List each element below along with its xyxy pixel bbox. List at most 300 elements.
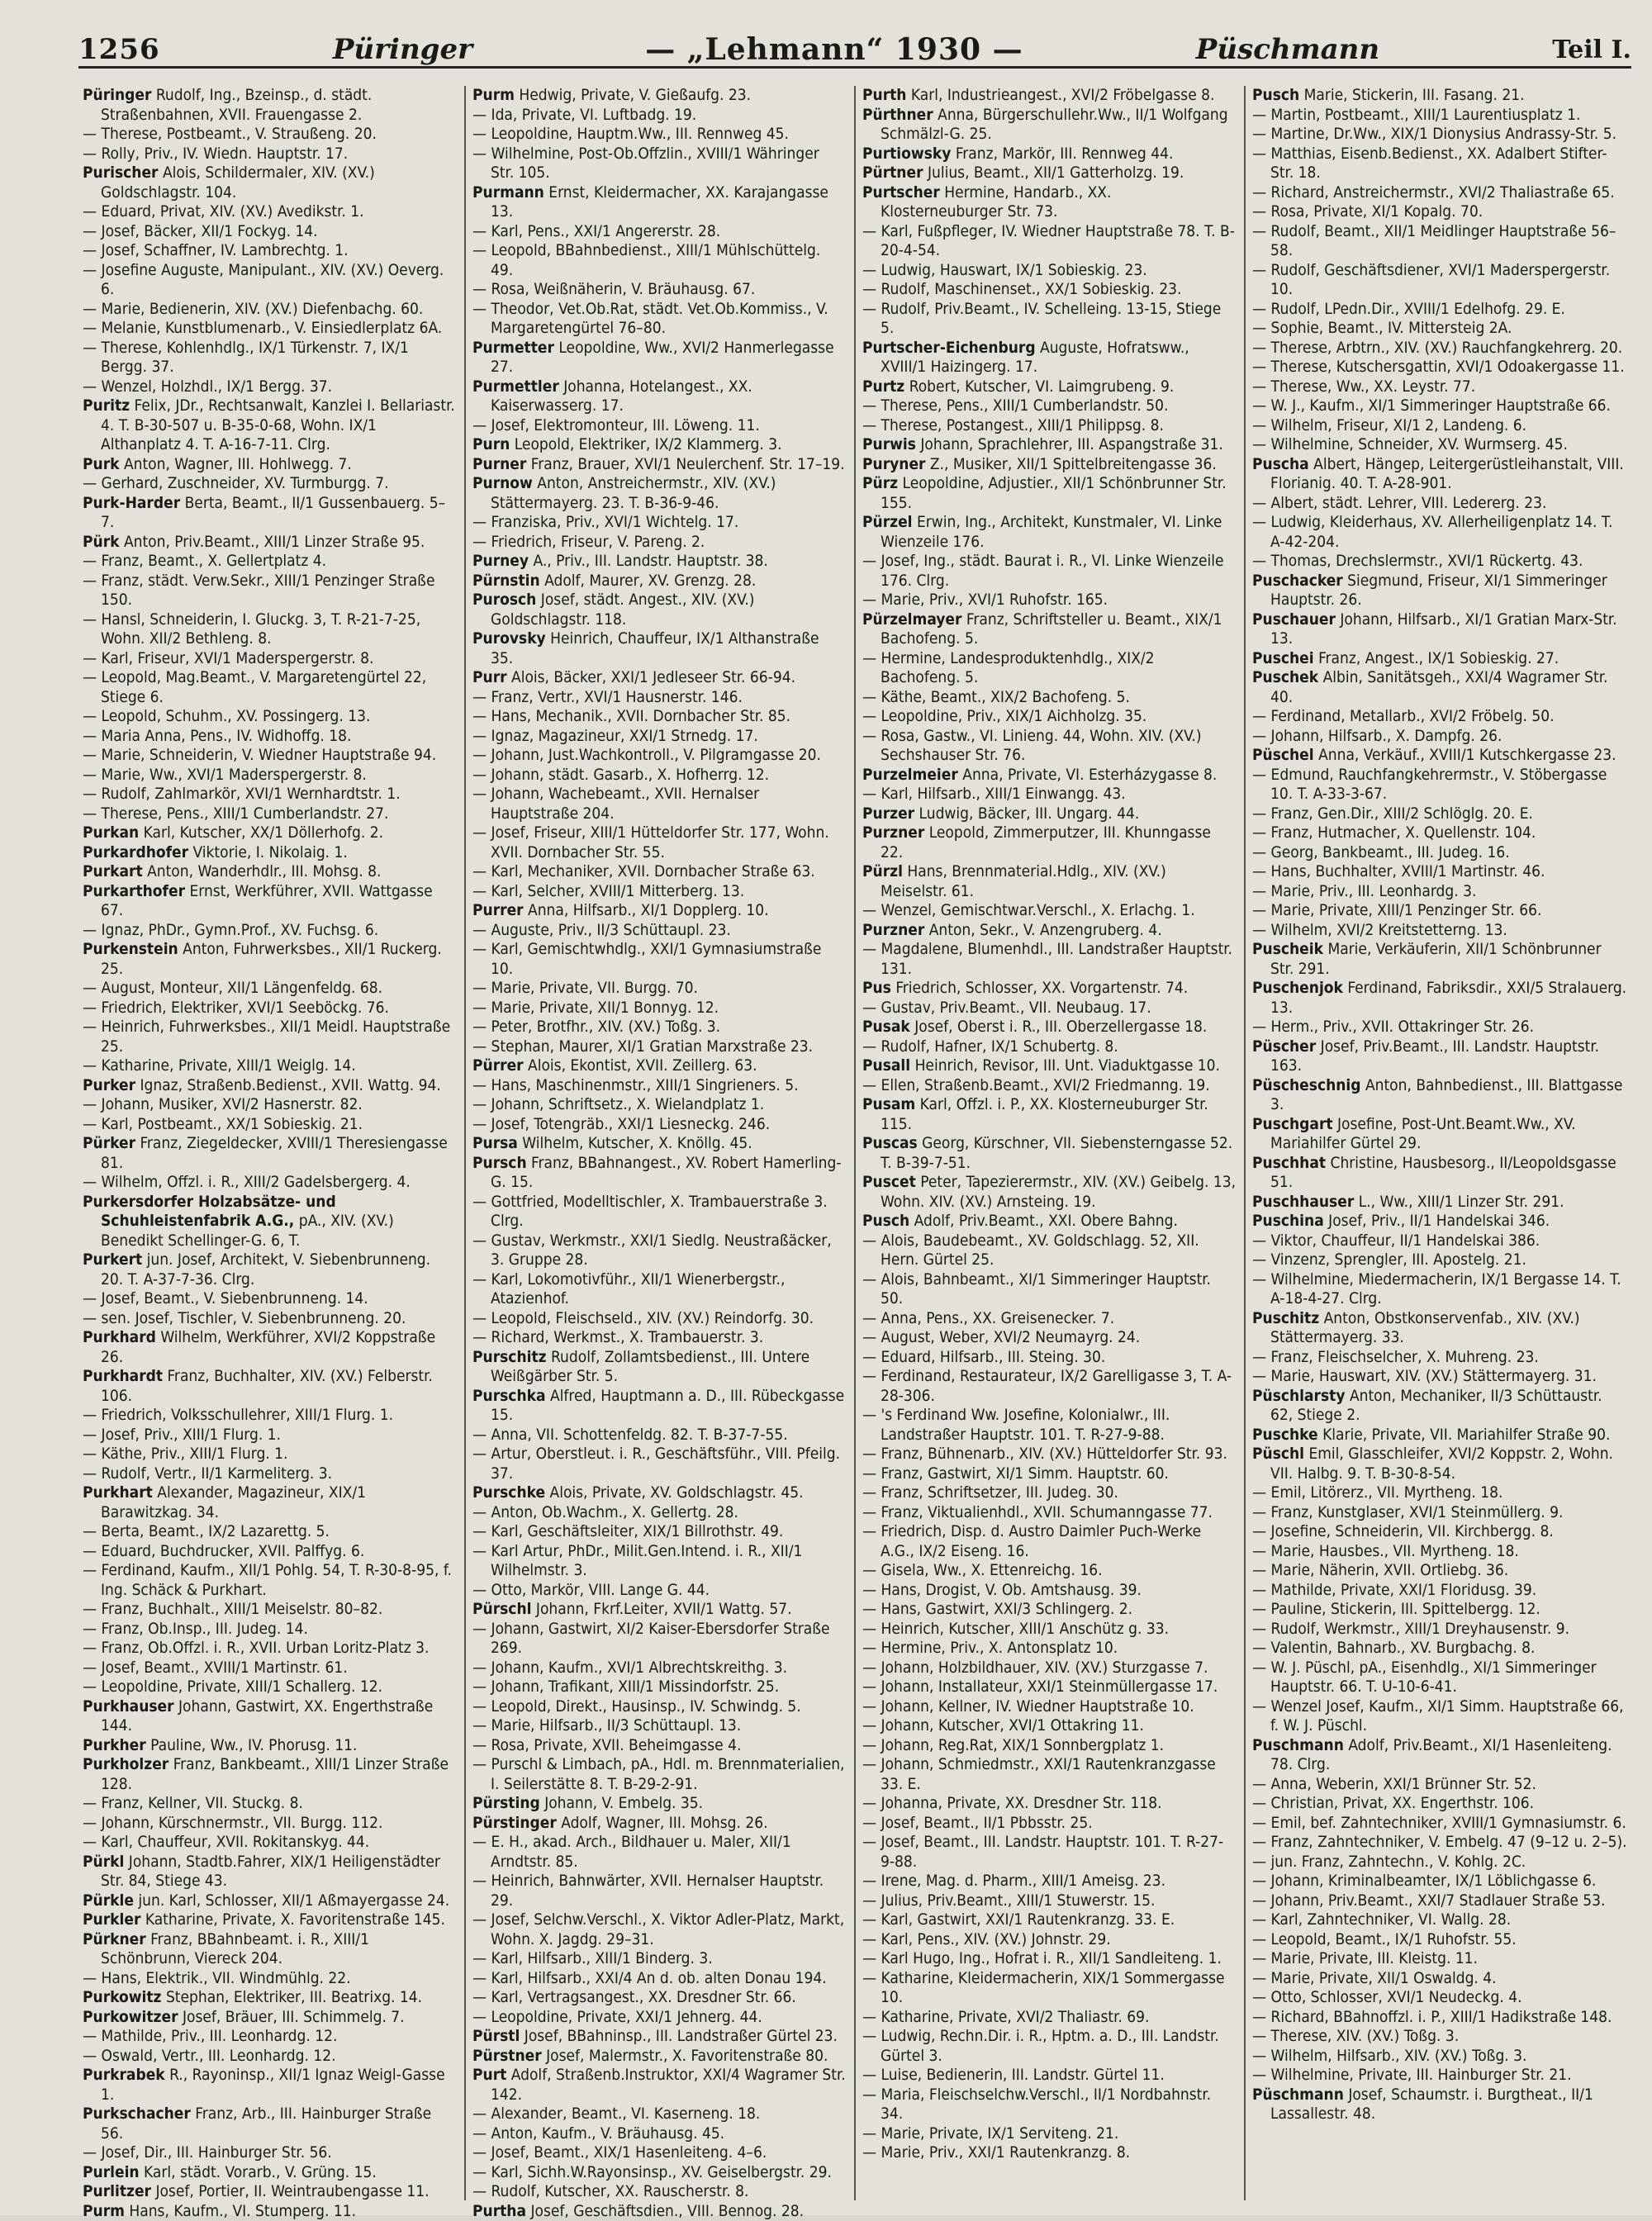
- directory-entry: [472, 2124, 846, 2144]
- directory-entry: [1252, 572, 1627, 610]
- entry-surname: Purwis: [862, 435, 916, 453]
- directory-entry: [1252, 2066, 1627, 2086]
- directory-entry: [862, 766, 1236, 785]
- entry-surname: Purt: [472, 2066, 506, 2084]
- entry-surname: Puschei: [1252, 649, 1314, 667]
- entry-text: — Wilhelm, Friseur, XI/1 2, Landeng. 6.: [1252, 416, 1526, 434]
- directory-entry: [83, 2027, 456, 2047]
- entry-text: Karl, Industrieangest., XVI/2 Fröbelgasse 8.: [911, 86, 1215, 104]
- entry-text: Auguste, Hofratsww., XVIII/1 Haizingerg. 17.: [881, 339, 1189, 377]
- directory-entry: [862, 1969, 1236, 2008]
- directory-entry: [862, 649, 1236, 688]
- entry-text: — Josef, Ing., städt. Baurat i. R., VI. Linke Wienzeile 176. Clrg.: [862, 552, 1224, 590]
- entry-surname: Pürkl: [83, 1853, 124, 1871]
- directory-entry: [1252, 1426, 1627, 1445]
- entry-text: — Valentin, Bahnarb., XV. Burgbachg. 8.: [1252, 1639, 1535, 1657]
- entry-text: — Eduard, Privat, XIV. (XV.) Avedikstr. 1.: [83, 202, 364, 221]
- entry-surname: Pursa: [472, 1134, 518, 1152]
- entry-surname: Pursch: [472, 1154, 527, 1172]
- directory-entry: [1252, 1600, 1627, 1620]
- entry-surname: Pusall: [862, 1056, 910, 1075]
- entry-text: Rudolf, Ing., Bzeinsp., d. städt. Straßenbahnen, XVII. Frauengasse 2.: [101, 86, 372, 124]
- entry-text: — Josef, Beamt., XVIII/1 Martinstr. 61.: [83, 1659, 348, 1677]
- entry-text: — Artur, Oberstleut. i. R., Geschäftsführ., VIII. Pfeilg. 37.: [472, 1445, 840, 1483]
- directory-entry: [472, 1522, 846, 1542]
- directory-entry: [83, 843, 456, 863]
- entry-text: Georg, Kürschner, VII. Siebensterngasse 52. T. B-39-7-51.: [881, 1134, 1232, 1172]
- entry-text: — Otto, Schlosser, XVI/1 Neudeckg. 4.: [1252, 1988, 1522, 2006]
- directory-entry: [1252, 901, 1627, 921]
- entry-surname: Pürnstin: [472, 572, 540, 590]
- entry-text: — Josef, Friseur, XIII/1 Hütteldorfer Str. 177, Wohn. XVII. Dornbacher Str. 55.: [472, 823, 829, 861]
- directory-entry: [472, 572, 846, 591]
- entry-surname: Purtz: [862, 377, 904, 396]
- entry-text: — Hans, Gastwirt, XXI/3 Schlingerg. 2.: [862, 1600, 1132, 1618]
- entry-text: — Johanna, Private, XX. Dresdner Str. 118.: [862, 1794, 1162, 1812]
- entry-text: Anna, Hilfsarb., XI/1 Dopplerg. 10.: [528, 901, 769, 919]
- directory-entry: [1252, 1250, 1627, 1270]
- directory-entry: [83, 1930, 456, 1969]
- entry-text: Josef, Schaumstr. i. Burgtheat., II/1 Lassallestr. 48.: [1270, 2086, 1593, 2124]
- directory-entry: [472, 1056, 846, 1076]
- directory-entry: [862, 979, 1236, 999]
- entry-surname: Puschhat: [1252, 1154, 1326, 1172]
- entry-text: — Franz, Buchhalt., XIII/1 Meiselstr. 80–82.: [83, 1600, 382, 1618]
- entry-text: Franz, BBahnangest., XV. Robert Hamerling-G. 15.: [491, 1154, 842, 1192]
- directory-entry: [83, 396, 456, 455]
- directory-entry: [1252, 1270, 1627, 1309]
- directory-entry: [83, 1891, 456, 1911]
- entry-surname: Purkhart: [83, 1483, 153, 1502]
- directory-entry: [862, 1464, 1236, 1484]
- entry-text: — Marie, Bedienerin, XIV. (XV.) Diefenbachg. 60.: [83, 300, 423, 318]
- entry-surname: Puschmann: [1252, 1736, 1344, 1754]
- entry-text: — Magdalene, Blumenhdl., III. Landstraßer Hauptstr. 131.: [862, 940, 1232, 978]
- directory-entry: [1252, 1387, 1627, 1426]
- entry-text: Johann, Fkrf.Leiter, XVII/1 Wattg. 57.: [536, 1600, 792, 1618]
- directory-entry: [472, 1542, 846, 1581]
- directory-entry: [1252, 610, 1627, 649]
- directory-entry: [472, 145, 846, 183]
- entry-text: Josef, Priv.Beamt., III. Landstr. Hauptstr. 163.: [1270, 1037, 1599, 1075]
- directory-entry: [83, 1289, 456, 1309]
- entry-text: — Josef, Dir., III. Hainburger Str. 56.: [83, 2143, 332, 2162]
- entry-text: — Katharine, Private, XVI/2 Thaliastr. 69.: [862, 2008, 1149, 2026]
- directory-entry: [862, 222, 1236, 261]
- entry-text: — Rosa, Private, XI/1 Kopalg. 70.: [1252, 202, 1483, 221]
- directory-entry: [1252, 183, 1627, 203]
- directory-entry: [472, 552, 846, 572]
- directory-entry: [83, 1076, 456, 1096]
- entry-text: — Franz, Kunstglaser, XVI/1 Steinmüllerg. 9.: [1252, 1503, 1563, 1521]
- page-number: 1256: [78, 33, 160, 66]
- directory-entry: [1252, 1872, 1627, 1891]
- entry-text: — Käthe, Priv., XIII/1 Flurg. 1.: [83, 1445, 287, 1463]
- directory-entry: [862, 435, 1236, 455]
- directory-entry: [1252, 1639, 1627, 1659]
- entry-text: — Johann, Kürschnermstr., VII. Burgg. 112.: [83, 1814, 382, 1832]
- entry-surname: Purschitz: [472, 1348, 547, 1366]
- directory-entry: [83, 202, 456, 222]
- directory-entry: [1252, 1814, 1627, 1834]
- directory-entry: [83, 727, 456, 747]
- directory-entry: [472, 2008, 846, 2028]
- directory-entry: [83, 1755, 456, 1794]
- directory-entry: [83, 222, 456, 242]
- directory-entry: [472, 1833, 846, 1872]
- entry-surname: Puryner: [862, 455, 925, 473]
- directory-entry: [1252, 1581, 1627, 1601]
- entry-text: — 's Ferdinand Ww. Josefine, Kolonialwr., III. Landstraßer Hauptstr. 101. T. R-27-9-88.: [862, 1406, 1170, 1444]
- entry-text: — Rosa, Weißnäherin, V. Bräuhausg. 67.: [472, 280, 755, 298]
- entry-text: Franz, Brauer, XVI/1 Neulerchenf. Str. 17–19.: [531, 455, 845, 473]
- entry-text: — Ignaz, PhDr., Gymn.Prof., XV. Fuchsg. 6.: [83, 921, 378, 939]
- entry-text: — Ignaz, Magazineur, XXI/1 Strnedg. 17.: [472, 727, 758, 745]
- directory-entry: [83, 1173, 456, 1193]
- directory-entry: [83, 125, 456, 145]
- entry-text: — Maria Anna, Pens., IV. Widhoffg. 18.: [83, 727, 351, 745]
- entry-text: — Leopold, Fleischseld., XIV. (XV.) Reindorfg. 30.: [472, 1309, 814, 1327]
- entry-text: — Karl, Mechaniker, XVII. Dornbacher Straße 63.: [472, 862, 815, 880]
- directory-entry: [1252, 979, 1627, 1018]
- entry-text: Albert, Hängeр, Leitergerüstleihanstalt, VIII. Florianig. 40. T. A-28-901.: [1270, 455, 1624, 493]
- directory-entry: [1252, 843, 1627, 863]
- entry-text: — Gustav, Werkmstr., XXI/1 Siedlg. Neustraßäcker, 3. Gruppe 28.: [472, 1232, 832, 1269]
- entry-text: Anton, Anstreichermstr., XIV. (XV.) Stättermayerg. 23. T. B-36-9-46.: [491, 474, 776, 512]
- directory-entry: [472, 455, 846, 475]
- entry-surname: Pusam: [862, 1095, 915, 1113]
- directory-entry: [1252, 435, 1627, 455]
- entry-text: — Josef, Beamt., II/1 Pbbsstr. 25.: [862, 1814, 1093, 1832]
- directory-entry: [1252, 2027, 1627, 2047]
- entry-surname: Pus: [862, 979, 891, 997]
- entry-text: — Marie, Private, XIII/1 Penzinger Str. 66.: [1252, 901, 1541, 919]
- entry-text: — Johann, Kellner, IV. Wiedner Hauptstraße 10.: [862, 1697, 1194, 1716]
- directory-entry: [862, 2066, 1236, 2086]
- entry-text: Josef, Geschäftsdien., VIII. Bennog. 28.: [530, 2202, 804, 2220]
- entry-text: — Karl, Pens., XXI/1 Angererstr. 28.: [472, 222, 720, 240]
- directory-entry: [1252, 416, 1627, 436]
- directory-entry: [1252, 1775, 1627, 1795]
- directory-entry: [862, 940, 1236, 979]
- entry-text: — Wenzel, Holzhdl., IX/1 Bergg. 37.: [83, 377, 332, 396]
- directory-entry: [83, 1115, 456, 1135]
- entry-text: — Rudolf, Kutscher, XX. Rauscherstr. 8.: [472, 2182, 748, 2200]
- entry-text: — Therese, Ww., XX. Leystr. 77.: [1252, 377, 1475, 396]
- directory-entry: [1252, 1910, 1627, 1930]
- entry-text: — Therese, Kutschersgattin, XVI/1 Odoakergasse 11.: [1252, 358, 1625, 376]
- directory-entry: [862, 1328, 1236, 1348]
- entry-text: Heinrich, Chauffeur, IX/1 Althanstraße 35.: [491, 629, 819, 667]
- directory-entry: [83, 1620, 456, 1640]
- directory-entry: [862, 1833, 1236, 1872]
- entry-text: — Karl Artur, PhDr., Milit.Gen.Intend. i. R., XII/1 Wilhelmstr. 3.: [472, 1542, 802, 1580]
- directory-entry: [862, 455, 1236, 475]
- entry-text: — Therese, Pens., XIII/1 Cumberlandstr. 27.: [83, 804, 388, 823]
- entry-text: — Rudolf, Hafner, IX/1 Schubertg. 8.: [862, 1037, 1118, 1056]
- directory-entry: [862, 1736, 1236, 1756]
- entry-surname: Purzelmeier: [862, 766, 958, 784]
- entry-text: — Johann, Just.Wachkontroll., V. Pilgramgasse 20.: [472, 746, 821, 764]
- directory-entry: [472, 300, 846, 339]
- entry-text: Johann, Stadtb.Fahrer, XIX/1 Heiligenstädter Str. 84, Stiege 43.: [101, 1853, 440, 1891]
- directory-entry: [472, 999, 846, 1018]
- directory-entry: [472, 339, 846, 377]
- entry-text: — Marie, Ww., XVI/1 Maderspergerstr. 8.: [83, 766, 367, 784]
- directory-entry: [1252, 1891, 1627, 1911]
- entry-surname: Purney: [472, 552, 529, 570]
- entry-text: Hans, Brennmaterial.Hdlg., XIV. (XV.) Meiselstr. 61.: [881, 862, 1166, 900]
- entry-surname: Purm: [472, 86, 515, 104]
- directory-entry: [1252, 300, 1627, 320]
- entry-text: Leopold, Zimmerputzer, III. Khunngasse 22.: [881, 823, 1211, 861]
- entry-text: Josef, städt. Angest., XIV. (XV.) Goldschlagstr. 118.: [491, 591, 754, 629]
- directory-entry: [1252, 1853, 1627, 1872]
- entry-text: — Heinrich, Fuhrwerksbes., XII/1 Meidl. Hauptstraße 25.: [83, 1018, 450, 1056]
- entry-surname: Pürthner: [862, 106, 933, 124]
- entry-surname: Pürkner: [83, 1930, 146, 1948]
- directory-entry: [472, 1988, 846, 2008]
- entry-text: — Josef, Bäcker, XII/1 Fockyg. 14.: [83, 222, 318, 240]
- entry-text: — Gottfried, Modelltischler, X. Trambauerstraße 3. Clrg.: [472, 1193, 828, 1231]
- entry-text: Stephan, Elektriker, III. Beatrixg. 14.: [166, 1988, 422, 2006]
- entry-text: — Hans, Maschinenmstr., XIII/1 Singrieners. 5.: [472, 1076, 799, 1094]
- directory-entry: [862, 86, 1236, 106]
- directory-entry: [83, 823, 456, 843]
- directory-entry: [1252, 1503, 1627, 1523]
- entry-text: Ludwig, Bäcker, III. Ungarg. 44.: [919, 804, 1140, 823]
- directory-entry: [472, 901, 846, 921]
- directory-entry: [862, 823, 1236, 862]
- entry-text: — Mathilde, Priv., III. Leonhardg. 12.: [83, 2027, 337, 2045]
- directory-entry: [472, 2202, 846, 2221]
- directory-entry: [472, 1620, 846, 1659]
- entry-surname: Pürkle: [83, 1891, 134, 1910]
- directory-entry: [1252, 222, 1627, 261]
- directory-entry: [472, 940, 846, 979]
- entry-text: — Maria, Fleischselchw.Verschl., II/1 Nordbahnstr. 34.: [862, 2086, 1211, 2124]
- entry-text: — Franz, Ob.Insp., III. Judeg. 14.: [83, 1620, 308, 1638]
- directory-entry: [83, 1969, 456, 1989]
- directory-entry: [862, 552, 1236, 591]
- entry-text: — Rolly, Priv., IV. Wiedn. Hauptstr. 17.: [83, 145, 348, 163]
- entry-text: Ferdinand, Fabriksdir., XXI/5 Stralauerg. 13.: [1270, 979, 1626, 1017]
- directory-entry: [472, 629, 846, 668]
- directory-entry: [862, 1678, 1236, 1697]
- entry-text: — Karl, Hilfsarb., XXI/4 An d. ob. alten Donau 194.: [472, 1969, 827, 1987]
- directory-entry: [83, 766, 456, 785]
- entry-text: — Theodor, Vet.Ob.Rat, städt. Vet.Ob.Kommiss., V. Margaretengürtel 76–80.: [472, 300, 828, 338]
- entry-text: — Karl, Sichh.W.Rayonsinsp., XV. Geiselbergstr. 29.: [472, 2163, 832, 2181]
- entry-text: — Karl, Selcher, XVIII/1 Mitterberg. 13.: [472, 882, 744, 900]
- column-2: [466, 86, 856, 2200]
- entry-surname: Pürz: [862, 474, 898, 492]
- entry-surname: Purlitzer: [83, 2182, 151, 2200]
- entry-text: Siegmund, Friseur, XI/1 Simmeringer Hauptstr. 26.: [1270, 572, 1607, 610]
- directory-entry: [1252, 494, 1627, 514]
- directory-entry: [472, 416, 846, 436]
- directory-entry: [472, 1678, 846, 1697]
- directory-entry: [83, 1542, 456, 1562]
- entry-text: Albin, Sanitätsgeh., XXI/4 Wagramer Str. 40.: [1270, 668, 1607, 706]
- entry-surname: Pusch: [862, 1212, 909, 1230]
- directory-entry: [1252, 940, 1627, 979]
- entry-text: — Franz, Schriftsetzer, III. Judeg. 30.: [862, 1483, 1118, 1502]
- directory-entry: [1252, 707, 1627, 727]
- entry-text: — Marie, Priv., XVI/1 Ruhofstr. 165.: [862, 591, 1108, 609]
- entry-surname: Puschitz: [1252, 1309, 1319, 1327]
- directory-entry: [1252, 1794, 1627, 1814]
- directory-entry: [472, 1736, 846, 1756]
- entry-text: — Johann, Trafikant, XIII/1 Missindorfstr. 25.: [472, 1678, 779, 1696]
- page-header: [78, 33, 1631, 69]
- entry-text: Alois, Schildermaler, XIV. (XV.) Goldschlagstr. 104.: [101, 164, 375, 202]
- entry-text: — Rudolf, Werkmstr., XIII/1 Dreyhausenstr. 9.: [1252, 1620, 1569, 1638]
- entry-text: — Wilhelm, Hilfsarb., XIV. (XV.) Toßg. 3.: [1252, 2047, 1526, 2065]
- entry-surname: Purk: [83, 455, 120, 473]
- directory-entry: [83, 1250, 456, 1289]
- entry-text: Josef, Portier, II. Weintraubengasse 11.: [155, 2182, 429, 2200]
- directory-entry: [472, 1037, 846, 1057]
- directory-entry: [862, 1910, 1236, 1930]
- entry-text: Adolf, Maurer, XV. Grenzg. 28.: [544, 572, 756, 590]
- entry-text: — Therese, Arbtrn., XIV. (XV.) Rauchfangkehrerg. 20.: [1252, 339, 1622, 357]
- entry-text: — Josef, Priv., XIII/1 Flurg. 1.: [83, 1426, 281, 1444]
- directory-entry: [862, 396, 1236, 416]
- entry-surname: Pürk: [83, 533, 120, 551]
- directory-entry: [862, 688, 1236, 708]
- directory-entry: [83, 164, 456, 202]
- directory-entry: [83, 2143, 456, 2163]
- entry-text: Franz, Markör, III. Rennweg 44.: [956, 145, 1174, 163]
- directory-entry: [1252, 339, 1627, 358]
- directory-entry: [1252, 1522, 1627, 1542]
- entry-text: — jun. Franz, Zahntechn., V. Kohlg. 2C.: [1252, 1853, 1526, 1871]
- entry-surname: Purkan: [83, 823, 139, 842]
- directory-entry: [862, 1037, 1236, 1057]
- entry-surname: Purker: [83, 1076, 135, 1094]
- entry-text: — Ellen, Straßenb.Beamt., XVI/2 Friedmanng. 19.: [862, 1076, 1210, 1094]
- directory-entry: [472, 513, 846, 533]
- directory-entry: [1252, 1949, 1627, 1969]
- entry-surname: Püschl: [1252, 1445, 1304, 1463]
- directory-entry: [472, 86, 846, 106]
- entry-text: Anton, Sekr., V. Anzengruberg. 4.: [929, 921, 1162, 939]
- entry-text: — Franz, städt. Verw.Sekr., XIII/1 Penzinger Straße 150.: [83, 572, 434, 610]
- directory-entry: [862, 1659, 1236, 1678]
- entry-text: Franz, Arb., III. Hainburger Straße 56.: [101, 2105, 431, 2143]
- entry-text: — Karl, Lokomotivführ., XII/1 Wienerbergstr., Atazienhof.: [472, 1270, 785, 1308]
- entry-text: — Johann, Kutscher, XVI/1 Ottakring 11.: [862, 1716, 1144, 1735]
- entry-text: — Karl Hugo, Ing., Hofrat i. R., XII/1 Sandleiteng. 1.: [862, 1949, 1222, 1967]
- entry-text: Johann, V. Embelg. 35.: [544, 1794, 703, 1812]
- entry-text: Marie, Verkäuferin, XII/1 Schönbrunner Str. 291.: [1270, 940, 1602, 978]
- entry-surname: Pürzl: [862, 862, 903, 880]
- directory-entry: [83, 668, 456, 707]
- entry-text: Pauline, Ww., IV. Phorusg. 11.: [150, 1736, 357, 1754]
- entry-text: — Marie, Private, XII/1 Bonnyg. 12.: [472, 999, 719, 1017]
- entry-surname: Purtha: [472, 2202, 526, 2220]
- directory-entry: [1252, 1659, 1627, 1697]
- entry-text: — Johann, Wachebeamt., XVII. Hernalser Hauptstraße 204.: [472, 785, 759, 823]
- entry-text: — Johann, Holzbildhauer, XIV. (XV.) Sturzgasse 7.: [862, 1659, 1208, 1677]
- entry-text: — Franz, Ob.Offzl. i. R., XVII. Urban Loritz-Platz 3.: [83, 1639, 429, 1657]
- entry-text: — Ferdinand, Kaufm., XII/1 Pohlg. 54, T. R-30-8-95, f. Ing. Schäck & Purkhart.: [83, 1561, 452, 1599]
- directory-entry: [83, 2066, 456, 2105]
- directory-entry: [1252, 1115, 1627, 1154]
- directory-entry: [83, 1464, 456, 1484]
- directory-entry: [83, 86, 456, 125]
- directory-entry: [83, 1018, 456, 1056]
- directory-entry: [472, 1716, 846, 1736]
- entry-surname: Purovsky: [472, 629, 546, 648]
- part-label: Teil I.: [1552, 36, 1631, 64]
- entry-text: — Leopold, Mag.Beamt., V. Margaretengürtel 22, Stiege 6.: [83, 668, 426, 706]
- directory-entry: [472, 222, 846, 242]
- directory-entry: [472, 435, 846, 455]
- entry-surname: Pürstl: [472, 2027, 520, 2045]
- directory-entry: [1252, 1620, 1627, 1640]
- directory-entry: [1252, 1018, 1627, 1037]
- directory-entry: [83, 1406, 456, 1426]
- directory-entry: [862, 999, 1236, 1018]
- directory-entry: [1252, 746, 1627, 766]
- entry-text: Wilhelm, Kutscher, X. Knöllg. 45.: [522, 1134, 752, 1152]
- entry-text: — Karl, Hilfsarb., XIII/1 Einwangg. 43.: [862, 785, 1126, 803]
- directory-entry: [472, 1503, 846, 1523]
- directory-entry: [83, 707, 456, 727]
- entry-text: — Hans, Drogist, V. Ob. Amtshausg. 39.: [862, 1581, 1142, 1599]
- entry-surname: Pusak: [862, 1018, 910, 1036]
- entry-text: — Julius, Priv.Beamt., XIII/1 Stuwerstr. 15.: [862, 1891, 1155, 1910]
- directory-entry: [83, 1056, 456, 1076]
- entry-text: — Gustav, Priv.Beamt., VII. Neubaug. 17.: [862, 999, 1151, 1017]
- entry-text: — Wilhelmine, Miedermacherin, IX/1 Bergasse 14. T. A-18-4-27. Clrg.: [1252, 1270, 1621, 1308]
- entry-text: — Otto, Markör, VIII. Lange G. 44.: [472, 1581, 710, 1599]
- left-keyword: Püringer: [333, 33, 472, 66]
- entry-text: — Leopoldine, Private, XIII/1 Schallerg. 12.: [83, 1678, 382, 1696]
- directory-entry: [472, 474, 846, 513]
- entry-text: Z., Musiker, XII/1 Spittelbreitengasse 36.: [930, 455, 1217, 473]
- directory-entry: [83, 1678, 456, 1697]
- entry-text: — Friedrich, Volksschullehrer, XIII/1 Flurg. 1.: [83, 1406, 393, 1424]
- directory-entry: [83, 552, 456, 572]
- page-title: — „Lehmann“ 1930 —: [645, 32, 1023, 67]
- entry-surname: Puschacker: [1252, 572, 1343, 590]
- entry-surname: Püschlarsty: [1252, 1387, 1346, 1405]
- entry-surname: Purm: [83, 2202, 125, 2220]
- entry-text: L., Ww., XIII/1 Linzer Str. 291.: [1359, 1193, 1564, 1211]
- entry-text: — Johann, Musiker, XVI/2 Hasnerstr. 82.: [83, 1095, 363, 1113]
- directory-entry: [1252, 921, 1627, 941]
- directory-entry: [83, 1794, 456, 1814]
- entry-surname: Purkenstein: [83, 940, 178, 958]
- directory-entry: [1252, 1483, 1627, 1503]
- entry-text: — Marie, Näherin, XVII. Ortliebg. 36.: [1252, 1561, 1508, 1579]
- directory-entry: [83, 979, 456, 999]
- entry-surname: Purtscher-Eichenburg: [862, 339, 1036, 357]
- entry-text: — Georg, Bankbeamt., III. Judeg. 16.: [1252, 843, 1510, 861]
- entry-text: — Matthias, Eisenb.Bedienst., XX. Adalbert Stifter-Str. 18.: [1252, 145, 1607, 183]
- entry-text: — Rosa, Gastw., VI. Linieng. 44, Wohn. XIV. (XV.) Sechshauser Str. 76.: [862, 727, 1202, 765]
- directory-entry: [862, 707, 1236, 727]
- entry-text: — Käthe, Beamt., XIX/2 Bachofeng. 5.: [862, 688, 1130, 706]
- directory-entry: [862, 727, 1236, 766]
- directory-entry: [1252, 1542, 1627, 1562]
- directory-entry: [862, 1949, 1236, 1969]
- directory-entry: [83, 1639, 456, 1659]
- directory-entry: [472, 1193, 846, 1232]
